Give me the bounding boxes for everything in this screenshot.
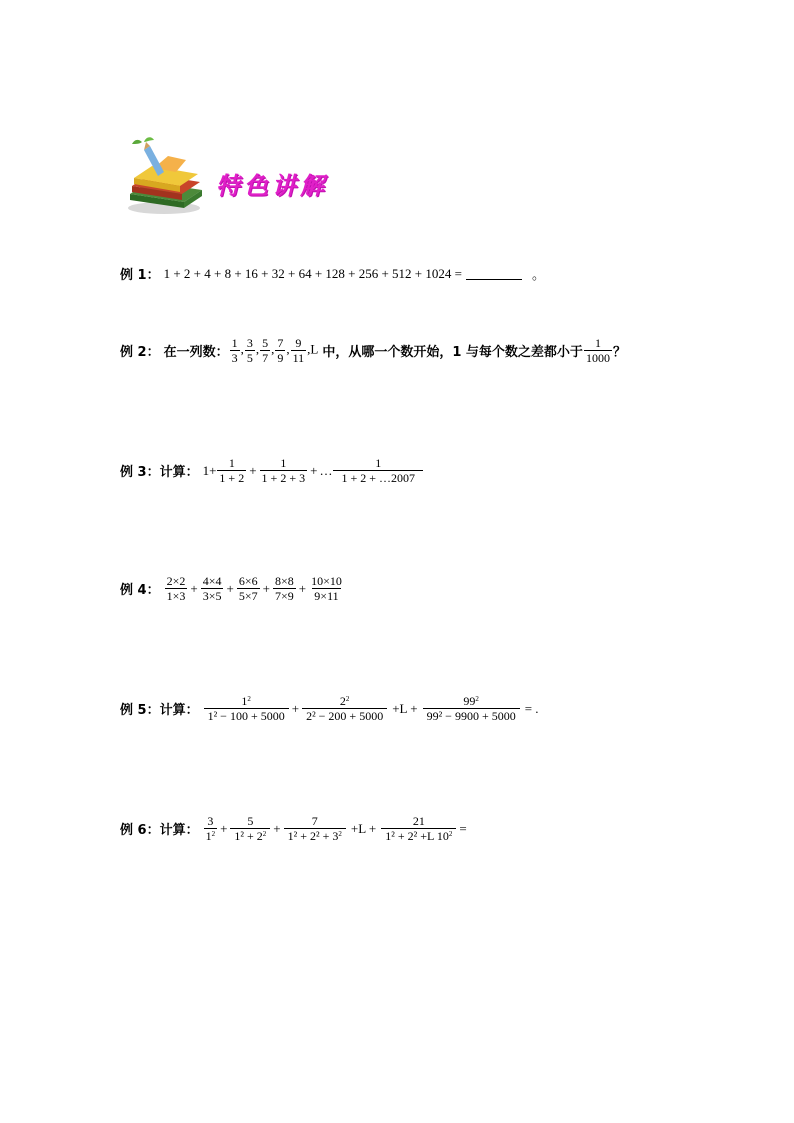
ellipsis: … xyxy=(319,462,333,478)
example-6: 例 6：计算： $\frac{3}{1^2}$ + $\frac{5}{1^2 + 2^2}$ + $\frac{7}{1^2 + 2^2 + 3^2}$ +L + $\frac{21}{1^2 + 2^2 +L 10^2}$ = xyxy=(120,814,467,843)
fraction: $\frac{1^2}{\text{1² − 100 + 5000}}$ xyxy=(204,694,289,723)
fraction: $\frac{2\times 2}{1\times 3}$ xyxy=(166,574,186,603)
example-1 xyxy=(120,264,545,283)
fraction: $\frac{5}{1^2 + 2^2}$ xyxy=(230,814,270,843)
sequence: $\frac{1}{3}$ , $\frac{3}{5}$ , $\frac{5}{7}$ , $\frac{7}{9}$ , $\frac{9}{11}$ ,L xyxy=(231,336,319,365)
fraction: $\frac{1}{1000}$ xyxy=(585,336,610,365)
example-label: 例 1： xyxy=(120,268,160,283)
fraction: $\frac{10\times 10}{9\times 11}$ xyxy=(311,574,342,603)
fraction: $\frac{2^2}{\text{2² − 200 + 5000}}$ xyxy=(302,694,387,723)
fraction: $\frac{1}{1 + 2 + \dots 2007}$ xyxy=(333,456,423,485)
books-pencil-icon xyxy=(124,136,206,216)
answer-blank xyxy=(466,267,522,280)
example-label: 例 3：计算： xyxy=(120,465,199,480)
fraction: $\frac{6\times 6}{5\times 7}$ xyxy=(238,574,258,603)
fraction: $\frac{8\times 8}{7\times 9}$ xyxy=(274,574,294,603)
period: 。 xyxy=(531,267,545,282)
lead-term: 1+ xyxy=(202,462,217,478)
example-4: 例 4： $\frac{2\times 2}{1\times 3}$ + $\frac{4\times 4}{3\times 5}$ + $\frac{6\times 6}{5\times 7}$ + $\frac{8\times 8}{7\times 9}$ + $\frac{10\times 10}{9\times 11}$ xyxy=(120,574,342,603)
equals: = . xyxy=(524,700,539,716)
equals: = xyxy=(459,820,467,836)
ellipsis: +L + xyxy=(350,820,377,836)
example-2 xyxy=(120,336,626,365)
example-label: 例 5：计算： xyxy=(120,703,199,718)
ellipsis: +L + xyxy=(392,700,418,716)
fraction: $\frac{4\times 4}{3\times 5}$ xyxy=(202,574,222,603)
fraction: $\frac{1}{1 + 2 + 3}$ xyxy=(261,456,306,485)
fraction: $\frac{7}{9}$ xyxy=(277,336,284,365)
example-label: 例 4： xyxy=(120,583,160,598)
fraction: $\frac{3}{1^2}$ xyxy=(205,814,216,843)
fraction: $\frac{1}{1 + 2}$ xyxy=(219,456,245,485)
example-3: 例 3：计算： 1+ $\frac{1}{1 + 2}$ + $\frac{1}{1 + 2 + 3}$ + … $\frac{1}{1 + 2 + \dots 2007}$ xyxy=(120,456,424,485)
question-mark: ？ xyxy=(612,345,626,360)
fraction: $\frac{3}{5}$ xyxy=(246,336,253,365)
example-5: 例 5：计算： $\frac{1^2}{\text{1² − 100 + 5000}}$ + $\frac{2^2}{\text{2² − 200 + 5000}}$ +L + $\frac{99^2}{\text{99² − 9900 + 5000}}$ = . xyxy=(120,694,539,723)
example-label: 例 2： xyxy=(120,345,160,360)
section-title: 特色讲解 xyxy=(216,172,328,200)
fraction: $\frac{7}{1^2 + 2^2 + 3^2}$ xyxy=(284,814,346,843)
section-header xyxy=(124,136,384,226)
expression: 1 + 2 + 4 + 8 + 16 + 32 + 64 + 128 + 256 + 512 + 1024 = xyxy=(163,265,462,281)
fraction: $\frac{1}{3}$ xyxy=(231,336,238,365)
example-label: 例 6：计算： xyxy=(120,823,199,838)
fraction: $\frac{99^2}{\text{99² − 9900 + 5000}}$ xyxy=(423,694,520,723)
fraction: $\frac{9}{11}$ xyxy=(292,336,305,365)
fraction: $\frac{5}{7}$ xyxy=(262,336,269,365)
problem-text: 在一列数： xyxy=(163,345,229,360)
problem-text: 中，从哪一个数开始，1 与每个数之差都小于 xyxy=(322,345,583,360)
ellipsis: ,L xyxy=(307,341,319,357)
fraction: $\frac{21}{1^2 + 2^2 +L 10^2}$ xyxy=(381,814,456,843)
